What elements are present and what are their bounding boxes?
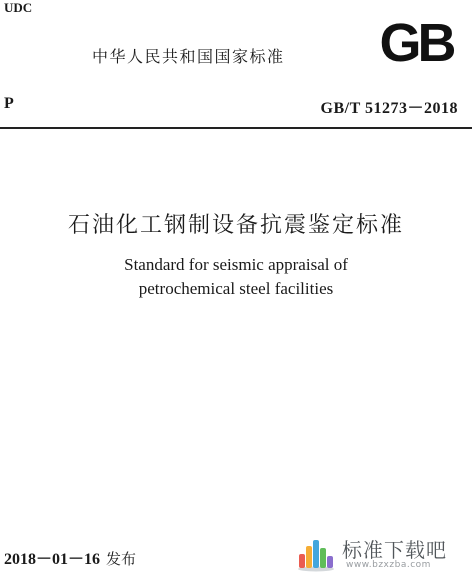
watermark-url: www.bzxzba.com [346,560,431,570]
national-standard-title: 中华人民共和国国家标准 [92,47,285,66]
watermark-text: 标准下载吧 [342,538,447,562]
watermark [296,532,466,576]
header-divider [0,127,472,129]
issue-label: 发布 [106,550,137,568]
classification-code: P [4,95,14,112]
standard-number: GB/T 51273－2018 [320,100,458,117]
gb-logo-letters: GB [379,14,453,68]
issue-info [4,546,136,569]
issue-date: 2018－01－16 [4,551,101,568]
title-chinese: 石油化工钢制设备抗震鉴定标准 [67,213,404,238]
title-english-line1: Standard for seismic appraisal of [124,255,348,274]
udc-label: UDC [4,0,33,15]
title-english-line2: petrochemical steel facilities [138,279,334,298]
bar-chart-logo-icon [296,536,336,572]
gb-logo [371,14,461,68]
